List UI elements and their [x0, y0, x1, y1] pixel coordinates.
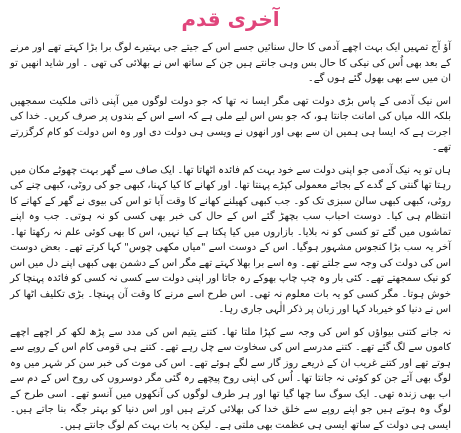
- paragraph-4: نہ جانے کتنی بیواؤں کو اس کی وجہ سے کپڑا ملتا تھا۔ کتنے یتیم اس کی مدد سے پڑھ لکھ کر اچھے اچھے کاموں سے لگ گئے تھے۔ کتنے مدرسے اس کی سخاوت سے چل رہے تھے۔ کتنے ہی قومی کام اس کے روپے سے ہوتے تھے اور کتنے غریب ان کے ذریعے روز گار سے لگے ہوئے تھے۔ اس کی موت کی خبر سن کر شہر میں وہ لوگ بھی آئے جن کو کوئی نہ جانتا تھا۔ اُس کی اپنی روح پیچھے رہ گئی مگر دوسروں کی روح اس کے دم سے اب بھی زندہ تھی۔ ایک سوگ سا چھا گیا تھا اور ہر طرف لوگوں کی آنکھوں میں آنسو تھے۔ اسی طرح کے لوگ وہ ہوتے ہیں جو اپنے روپے سے خلق خدا کی بھلائی کرتے ہیں اور اس دنیا کو بہتر جگہ بنا جاتے ہیں۔ ایسی ہی دولت کے ساتھ ایسی ہی عظمت بھی ملتی ہے۔ لیکن یہ بات بہت کم لوگ جانتے ہیں۔: [10, 325, 451, 433]
- paragraph-3: ہاں تو یہ نیک آدمی جو اپنی دولت سے خود بہت کم فائدہ اٹھاتا تھا۔ ایک صاف سے گھر بہت چھوٹے مکان میں رہتا تھا گنتی کے گدے کے بجائے معمولی کپڑے پہنتا تھا۔ اور کھانے کا کیا کہنا، کبھی جو کی روٹی، کبھی چنے کی روٹی، کبھی کبھی سالن سبزی تک کو۔ جب کبھی کھیلنے کھانے کا وقت آیا تو اس کی بیوی نے گھر کے کھانے کا انتظام ہی کیا۔ دوست احباب سب بچھڑ گئے اس کے حال کی خبر بھی کسی کو نہ ہوتی۔ جب وہ اپنے تماشوں میں گئے تو کسی کو نہ بلایا۔ بازاروں میں کیا پکتا ہے کیا نہیں، اس کا بھی کوئی علم نہ رکھتا تھا۔ آخر یہ سب بڑا کنجوس مشہور ہوگیا۔ اس کے دوست اسے "میاں مکھی چوس" کہا کرتے تھے۔ بعض دوست اس کی دولت کی وجہ سے جلتے تھے۔ وہ اسے برا بھلا کہتے تھے مگر اس کے دشمن بھی کبھی اپنے دل میں اس کو نیک سمجھتے تھے۔ کئی بار وہ چپ چاپ بھوکے رہ جاتا اور اپنی دولت سے کسی نہ کسی کو فائدہ پہنچا کر خوش ہوتا۔ مگر کسی کو یہ بات معلوم نہ تھی۔ اس طرح اسے مرنے کا وقت آن پہنچا۔ بڑی تکلیف اٹھا کر اس نے دنیا کو خیرباد کہا اور زبان پر ذکر الٰہی جاری رہا۔: [10, 163, 451, 318]
- paragraph-1: آؤ آج تمہیں ایک بہت اچھے آدمی کا حال سنائیں جسے اس کے جیتے جی بہتیرے لوگ برا بڑا کہتے تھے اور مرنے کے بعد بھی اُس کی نیکی کا حال بس وہی جانتے ہیں جن کے ساتھ اس نے بھلائی کی تھی ۔ اور شاید انھیں تو ان میں سے بھی بھول گئے ہوں گے۔: [10, 40, 451, 87]
- article-title: آخری قدم: [10, 6, 451, 32]
- paragraph-2: اس نیک آدمی کے پاس بڑی دولت تھی مگر ایسا نہ تھا کہ جو دولت لوگوں میں آپنی ذاتی ملکیت سمجھیں بلکہ اللہ میاں کی امانت جانتا ہو، کہ جو بس اس لیے ملی ہے کہ اسے اس کے بندوں پر صرف کریں۔ خدا کی اجرت ہے کہ ایسا ہی ہمیں ان سے بھی اور انھوں نے ویسی ہی دولت دی اور وہ اس دولت کو کام کرگزرتے تھے۔: [10, 94, 451, 156]
